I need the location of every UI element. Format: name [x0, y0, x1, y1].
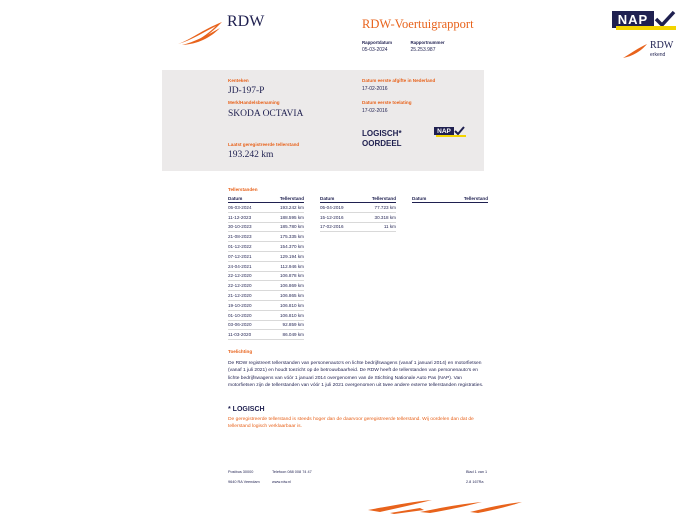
odometer-table-right [412, 195, 488, 203]
report-date-value: 05-03-2024 [362, 47, 388, 53]
odometer-date: 07-12-2021 [228, 253, 252, 259]
col-datum: Datum [228, 196, 243, 201]
odometer-date: 05-04-2019 [320, 204, 344, 210]
odometer-reading: 77.723 km [374, 204, 396, 210]
odometer-reading: 185.780 km [279, 224, 304, 230]
odometer-row [320, 203, 396, 213]
logisch-title: * LOGISCH [228, 406, 265, 413]
odometer-reading: 30.318 km [374, 214, 396, 220]
odometer-row [228, 252, 304, 262]
odometer-date: 11-03-2020 [228, 332, 252, 338]
odometer-reading: 175.335 km [279, 234, 304, 240]
odometer-reading: 188.595 km [279, 214, 304, 220]
merk-value: SKODA OCTAVIA [228, 109, 304, 119]
rdw-erkend-logo [622, 40, 682, 64]
odometer-date: 19-10-2020 [228, 302, 252, 308]
odometer-reading: 106.869 km [279, 283, 304, 289]
report-meta [362, 40, 454, 58]
kenteken-value: JD-197-P [228, 86, 265, 96]
teller-label: Laatst geregistreerde tellerstand [228, 142, 300, 147]
odometer-reading: 92.859 km [282, 322, 304, 328]
odometer-date: 30-10-2023 [228, 224, 252, 230]
eerste-toelating-value: 17-02-2016 [362, 108, 388, 114]
merk-label: Merk/Handelsbenaming [228, 100, 280, 105]
explanation-body: De RDW registreert tellerstanden van personenauto's en lichte bedrijfswagens (vanaf 1 januari 2014) en motorfietsen (vanaf 1 juli 2021) en houdt toezicht op de betrouwbaarheid. De RDW heeft de tellerstanden van personenauto's en lichte bedrijfswagens van vóór 1 januari 2014 overgenomen van de Stichting Nationale Auto Pas (NAP). Van motorfietsen zijn de tellerstanden van vóór 1 juli 2021 overgenomen uit twee andere externe tellerstanden registraties. [228, 361, 484, 389]
odometer-date: 01-12-2022 [228, 244, 252, 250]
odometer-reading: 106.810 km [279, 312, 304, 318]
teller-value: 193.242 km [228, 150, 274, 160]
report-number-label: Rapportnummer [410, 40, 445, 45]
odometer-date: 22-12-2020 [228, 283, 252, 289]
odometer-row [320, 223, 396, 233]
footer-feather-decoration [360, 496, 530, 514]
odometer-date: 21-08-2023 [228, 234, 252, 240]
vehicle-info-panel [162, 70, 484, 171]
odometer-date: 03-06-2020 [228, 322, 252, 328]
odometer-row [228, 213, 304, 223]
rdw-erkend-sub: erkend [650, 52, 666, 58]
brand-name: RDW [227, 13, 265, 30]
oordeel [362, 129, 402, 148]
odometer-reading: 106.878 km [279, 273, 304, 279]
eerste-afgifte-value: 17-02-2016 [362, 86, 388, 92]
odometer-date: 22-12-2020 [228, 273, 252, 279]
explanation-title: Toelichting [228, 349, 253, 354]
oordeel-line2: OORDEEL [362, 138, 402, 148]
eerste-afgifte-label: Datum eerste afgifte in Nederland [362, 78, 436, 83]
footer-phone: Telefoon 088 008 74 47 [272, 470, 312, 474]
odometer-row [228, 301, 304, 311]
odometer-reading: 11 km [383, 224, 396, 230]
odometer-table-middle [320, 195, 396, 232]
odometer-row [228, 242, 304, 252]
odometer-reading: 106.810 km [279, 302, 304, 308]
col-tellerstand: Tellerstand [371, 196, 396, 201]
odometer-row [228, 291, 304, 301]
odometer-row [228, 330, 304, 340]
odometer-row [228, 272, 304, 282]
footer-postbus: Postbus 30000 [228, 470, 254, 474]
footer-code: 2.8 167Ra [466, 480, 484, 484]
kenteken-label: Kenteken [228, 78, 249, 83]
odometer-row [228, 281, 304, 291]
nap-small-text: NAP [434, 127, 454, 135]
odometer-date: 15-12-2016 [320, 214, 344, 220]
rdw-erkend-feather-icon [622, 42, 648, 60]
odometer-reading: 129.194 km [279, 253, 304, 259]
odometer-date: 24-04-2021 [228, 263, 252, 269]
odometer-row [228, 311, 304, 321]
col-tellerstand: Tellerstand [279, 196, 304, 201]
odometer-reading: 112.946 km [280, 263, 304, 269]
col-datum: Datum [320, 196, 335, 201]
odometer-date: 01-10-2020 [228, 312, 252, 318]
odometer-row [320, 213, 396, 223]
rdw-erkend-brand: RDW [650, 40, 674, 51]
rdw-feather-logo [176, 18, 224, 48]
report-number-value: 25.253.987 [410, 47, 436, 53]
footer-page: Blad 1 van 1 [466, 470, 488, 474]
odometer-date: 21-12-2020 [228, 293, 252, 299]
report-title: RDW-Voertuigrapport [362, 17, 474, 31]
nap-logo-text: NAP [612, 11, 654, 28]
odometer-row [228, 321, 304, 331]
odometer-table-left [228, 195, 304, 340]
footer-city: 9640 RA Veendam [228, 480, 260, 484]
odometer-date: 17-02-2016 [320, 224, 344, 230]
logisch-body: De geregistreerde tellerstand is steeds hoger dan de daarvoor geregistreerde tellerstand. Wij oordelen dan dat de tellerstand logisch verklaarbaar is. [228, 417, 474, 430]
odometer-reading: 86.049 km [282, 332, 304, 338]
odometer-section-title: Tellerstanden [228, 187, 258, 192]
odometer-row [228, 203, 304, 213]
nap-small-yellow-bar [436, 135, 466, 137]
odometer-date: 11-12-2023 [228, 214, 252, 220]
footer-web: www.rdw.nl [272, 480, 291, 484]
odometer-reading: 193.242 km [279, 204, 304, 210]
nap-yellow-bar [616, 26, 676, 30]
odometer-row [228, 262, 304, 272]
report-date-label: Rapportdatum [362, 40, 393, 45]
odometer-row [228, 223, 304, 233]
col-datum: Datum [412, 196, 427, 201]
odometer-reading: 154.370 km [279, 244, 304, 250]
odometer-row [228, 232, 304, 242]
col-tellerstand: Tellerstand [463, 196, 488, 201]
oordeel-line1: LOGISCH* [362, 129, 402, 138]
eerste-toelating-label: Datum eerste toelating [362, 100, 412, 105]
odometer-date: 05-03-2024 [228, 204, 252, 210]
odometer-reading: 106.865 km [279, 293, 304, 299]
